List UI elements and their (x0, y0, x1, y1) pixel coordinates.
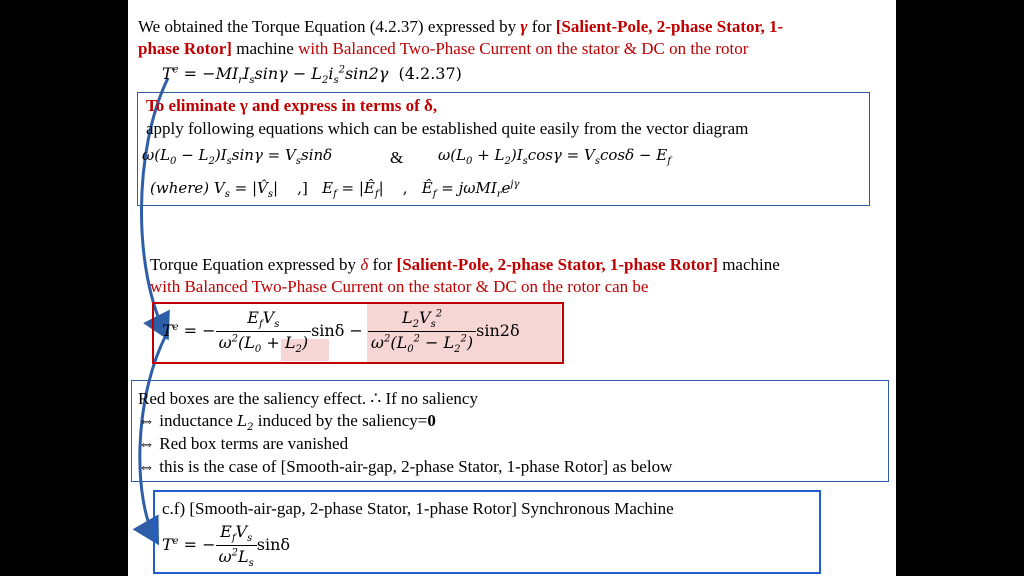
eq-tag: (4.2.37) (398, 64, 462, 83)
intro-text: for (527, 17, 556, 36)
ampersand: & (390, 148, 404, 167)
cf-title: c.f) [Smooth-air-gap, 2-phase Stator, 1-phase Rotor] Synchronous Machine (162, 499, 674, 518)
note-line-4: ⇔ this is the case of [Smooth-air-gap, 2-phase Stator, 1-phase Rotor] as below (138, 457, 673, 476)
note-text: ⇔ inductance (138, 411, 238, 430)
eq-rhs: = −MI (178, 64, 239, 83)
mid-line-2: with Balanced Two-Phase Current on the stator & DC on the rotor can be (150, 277, 649, 296)
eq-lhs: T (162, 64, 173, 83)
slide (128, 0, 896, 576)
box1-desc: apply following equations which can be established quite easily from the vector diagram (146, 119, 749, 138)
equation-where: (where) $V_s$ = $|V̂_s|$ ,] $E_f$ = $|Ê_f|$ , $Ê_f = j\omega MI_re^{j\gamma}$ (150, 179, 520, 200)
equation-sin: $\omega(L_0 - L_2)I_s\sin\gamma = V_s\sin\delta$ (142, 146, 333, 167)
condition-text: with Balanced Two-Phase Current on the stator & DC on the rotor (298, 39, 749, 58)
mid-text: for (368, 255, 397, 274)
mid-text: Torque Equation expressed by (150, 255, 361, 274)
machine-type: [Salient-Pole, 2-phase Stator, 1-phase Rotor] (396, 255, 718, 274)
torque-equation-gamma: $T^e = -MI_rI_s\sin\gamma - L_2i_s^2\sin 2\gamma$ (4.2.37) (162, 64, 462, 87)
gamma-symbol: γ (520, 17, 528, 36)
note-line-2: ⇔ inductance $L_2$ induced by the saliency=0 (138, 411, 436, 433)
torque-equation-delta: $T^e$ = − $\frac{E_fV_s}{\omega^2(L_0 + L_2)}$ sinδ − $\frac{L_2V_s^2}{\omega^2(L_0^2 - L_2^2)}$ sin2δ (162, 308, 520, 356)
delta-symbol: δ (360, 255, 369, 274)
note-text: induced by the saliency= (253, 411, 428, 430)
mid-text: machine (717, 255, 780, 274)
mid-line-1 (150, 254, 780, 275)
intro-text: We obtained the Torque Equation (4.2.37) expressed by (138, 17, 521, 36)
note-line-1: Red boxes are the saliency effect. ∴ If no saliency (138, 389, 478, 408)
intro-line-2 (138, 38, 748, 59)
torque-equation-smooth: $T^e$ = − $\frac{E_fV_s}{\omega^2L_s}$ sinδ (162, 522, 291, 570)
where-label: (where) (150, 179, 210, 197)
note-line-3: ⇔ Red box terms are vanished (138, 434, 349, 453)
equation-cos: $\omega(L_0 + L_2)I_s\cos\gamma = V_s\cos\delta - E_f$ (438, 146, 671, 167)
separator: , (402, 179, 408, 197)
intro-line-1 (138, 16, 783, 37)
machine-type: phase Rotor] (138, 39, 232, 58)
box1-title: To eliminate γ and express in terms of δ, (146, 96, 438, 115)
machine-type: [Salient-Pole, 2-phase Stator, 1- (555, 17, 784, 36)
separator: ,] (297, 179, 308, 197)
eq-lhs-sup: e (172, 64, 179, 76)
intro-text: machine (231, 39, 299, 58)
zero-value: 0 (427, 411, 436, 430)
